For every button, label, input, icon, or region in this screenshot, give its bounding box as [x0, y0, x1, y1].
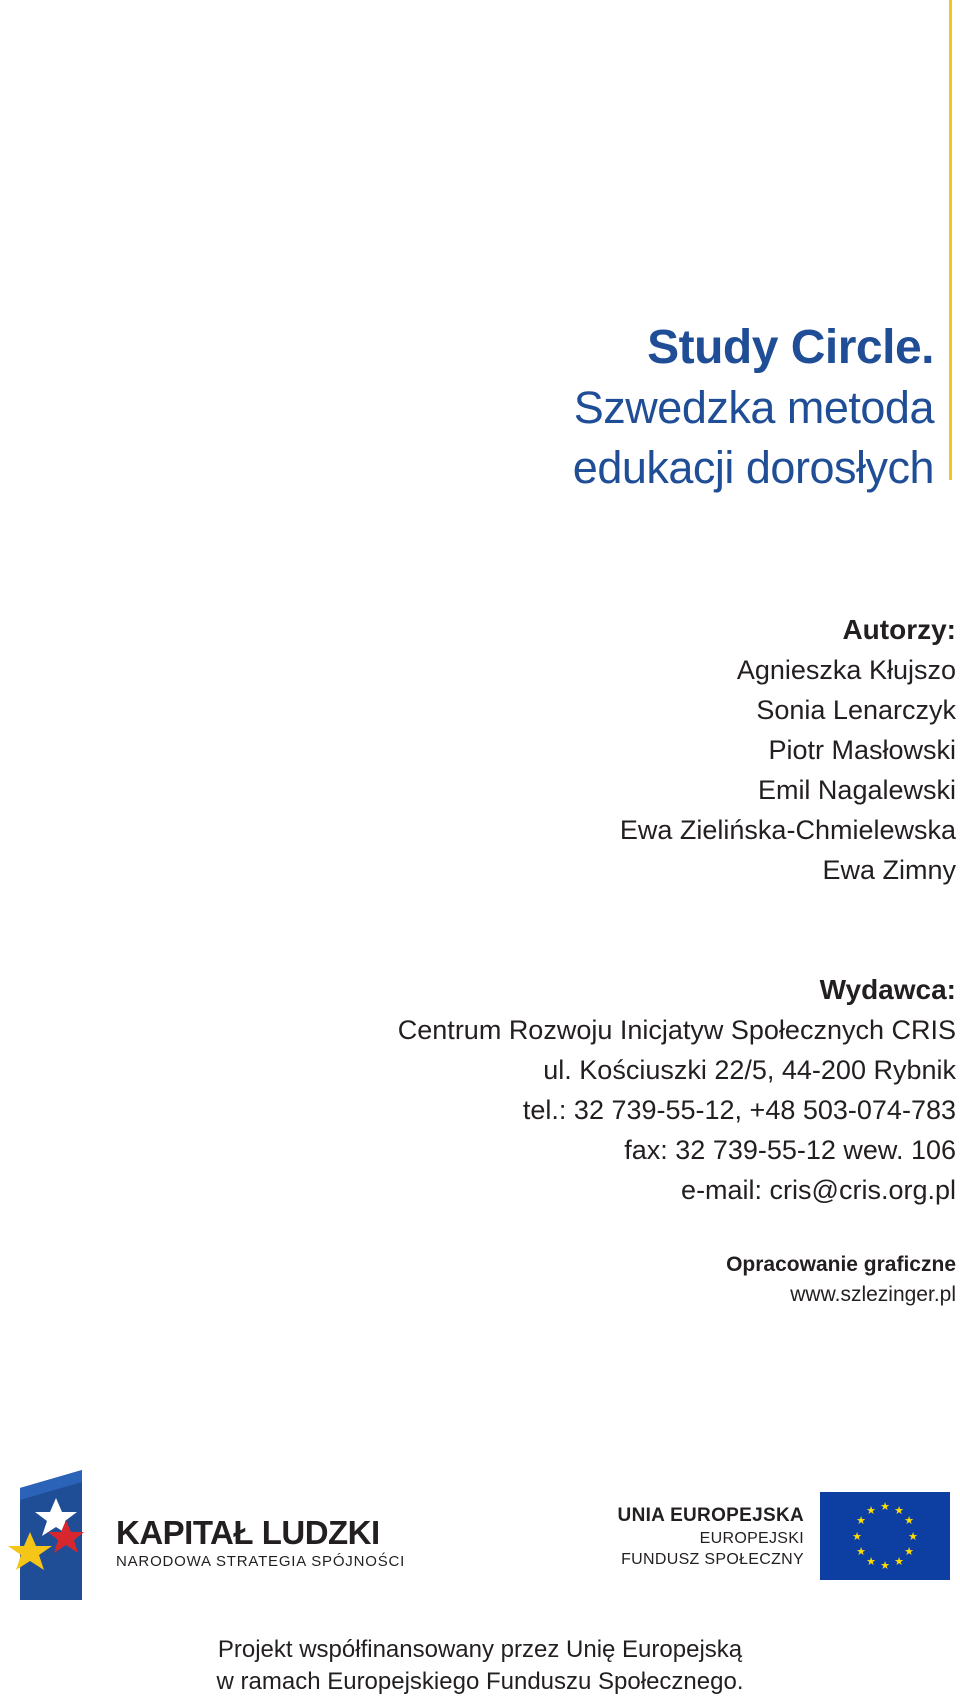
footer-cofinancing-note [0, 1634, 960, 1698]
eu-flag-icon [820, 1492, 950, 1580]
kapital-ludzki-flag-icon [6, 1470, 96, 1600]
title-main: Study Circle. [647, 321, 934, 374]
graphics-credit-url: www.szlezinger.pl [790, 1283, 956, 1306]
authors-block [356, 610, 956, 890]
svg-text:★: ★ [866, 1555, 876, 1568]
eu-subtitle-line2: FUNDUSZ SPOŁECZNY [621, 1551, 804, 1568]
accent-vertical-line [949, 0, 952, 480]
svg-text:★: ★ [852, 1530, 862, 1543]
publisher-block [256, 970, 956, 1210]
publisher-fax: fax: 32 739-55-12 wew. 106 [624, 1135, 956, 1165]
svg-text:★: ★ [856, 1514, 866, 1527]
footer-line1: Projekt współfinansowany przez Unię Europejską [217, 1636, 743, 1663]
svg-text:★: ★ [908, 1530, 918, 1543]
publisher-address: ul. Kościuszki 22/5, 44-200 Rybnik [543, 1055, 956, 1085]
svg-text:★: ★ [904, 1514, 914, 1527]
kapital-ludzki-title: KAPITAŁ LUDZKI [116, 1514, 380, 1551]
author-name: Piotr Masłowski [768, 735, 956, 765]
svg-text:★: ★ [866, 1504, 876, 1517]
publisher-phone: tel.: 32 739-55-12, +48 503-074-783 [522, 1095, 956, 1125]
publisher-email: e-mail: cris@cris.org.pl [681, 1175, 956, 1205]
footer-line2: w ramach Europejskiego Funduszu Społecznego. [216, 1668, 744, 1695]
eu-efs-logo [610, 1492, 950, 1582]
svg-text:★: ★ [904, 1545, 914, 1558]
authors-heading: Autorzy: [842, 614, 956, 645]
author-name: Sonia Lenarczyk [756, 695, 956, 725]
author-name: Ewa Zimny [822, 855, 956, 885]
kapital-ludzki-logo [6, 1470, 426, 1600]
svg-text:★: ★ [894, 1504, 904, 1517]
publisher-heading: Wydawca: [819, 974, 956, 1005]
publisher-name: Centrum Rozwoju Inicjatyw Społecznych CRIS [397, 1015, 956, 1045]
eu-efs-text [618, 1504, 804, 1570]
graphics-credit-block [556, 1250, 956, 1310]
author-name: Agnieszka Kłujszo [736, 655, 956, 685]
graphics-credit-heading: Opracowanie graficzne [726, 1253, 956, 1276]
eu-subtitle-line1: EUROPEJSKI [699, 1530, 804, 1547]
title-subtitle-line1: Szwedzka metoda [573, 382, 934, 433]
kapital-ludzki-text [116, 1514, 405, 1572]
kapital-ludzki-subtitle: NARODOWA STRATEGIA SPÓJNOŚCI [116, 1553, 406, 1570]
svg-text:★: ★ [880, 1559, 890, 1572]
author-name: Ewa Zielińska-Chmielewska [619, 815, 956, 845]
svg-text:★: ★ [894, 1555, 904, 1568]
title-block [374, 318, 934, 498]
author-name: Emil Nagalewski [757, 775, 956, 805]
svg-text:★: ★ [856, 1545, 866, 1558]
title-subtitle-line2: edukacji dorosłych [572, 442, 934, 493]
svg-text:★: ★ [880, 1500, 890, 1513]
eu-title: UNIA EUROPEJSKA [617, 1505, 804, 1526]
